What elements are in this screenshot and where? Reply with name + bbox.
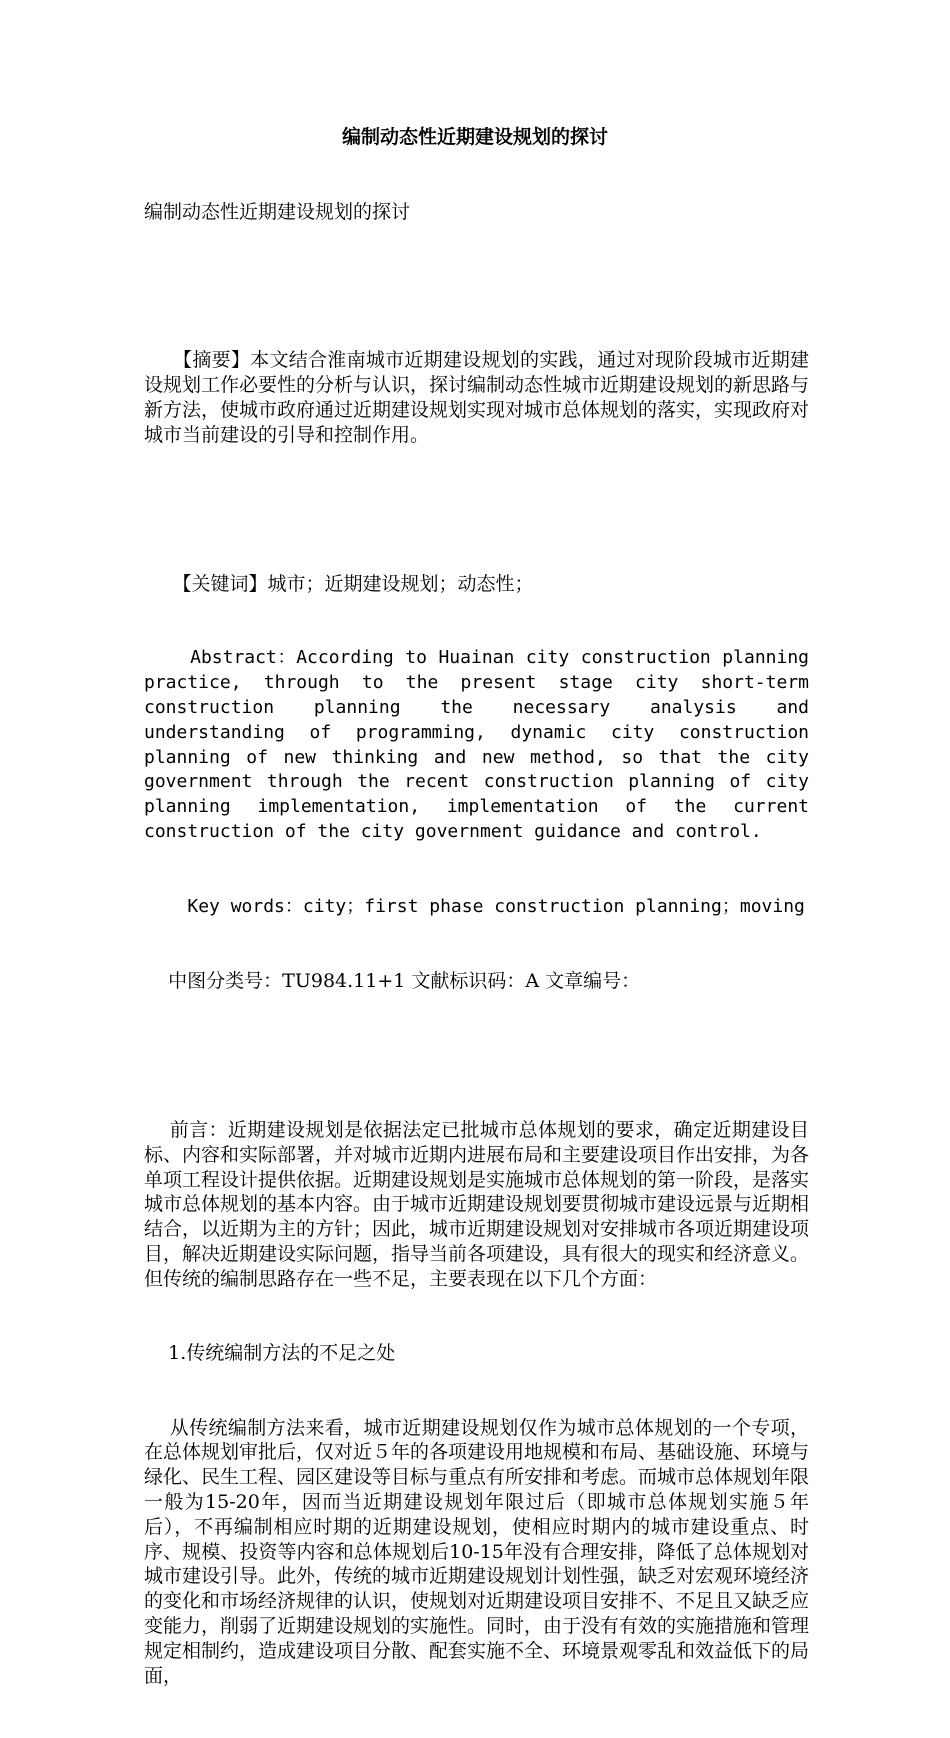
abstract-en: Abstract：According to Huainan city construction planning practice, through to the present stage city short-term construction planning the necessary analysis and understanding of programming, dynamic city construction planning of new thinking and new method, so that the city government through the recent construction planning of city planning implementation, implementation of the current construction of the city government guidance and control.: [144, 646, 820, 843]
abstract-cn: 【摘要】本文结合淮南城市近期建设规划的实践，通过对现阶段城市近期建设规划工作必要性的分析与认识，探讨编制动态性城市近期建设规划的新思路与新方法，使城市政府通过近期建设规划实现对城市总体规划的落实，实现政府对城市当前建设的引导和控制作用。: [144, 349, 810, 446]
document-title: 编制动态性近期建设规划的探讨: [341, 126, 608, 148]
keywords-en: Key words：city；first phase construction planning；moving: [144, 895, 805, 917]
document-body: [144, 150, 820, 1738]
blank-line: [144, 497, 809, 522]
preface-paragraph: 前言：近期建设规划是依据法定已批城市总体规划的要求，确定近期建设目标、内容和实际部署，并对城市近期内进展布局和主要建设项目作出安排，为各单项工程设计提供依据。近期建设规划是实施城市总体规划的第一阶段，是落实城市总体规划的基本内容。由于城市近期建设规划要贯彻城市建设远景与近期相结合，以近期为主的方针；因此，城市近期建设规划对安排城市各项近期建设项目，解决近期建设实际问题，指导当前各项建设，具有很大的现实和经济意义。但传统的编制思路存在一些不足，主要表现在以下几个方面：: [144, 1119, 810, 1290]
blank-line: [144, 274, 809, 299]
blank-line: [144, 1044, 809, 1069]
keywords-cn: 【关键词】城市；近期建设规划；动态性；: [144, 572, 534, 595]
section-paragraph: 从传统编制方法来看，城市近期建设规划仅作为城市总体规划的一个专项，在总体规划审批后，仅对近５年的各项建设用地规模和布局、基础设施、环境与绿化、民生工程、园区建设等目标与重点有所安排和考虑。而城市总体规划年限一般为15-20年，因而当近期建设规划年限过后（即城市总体规划实施５年后），不再编制相应时期的近期建设规划，使相应时期内的城市建设重点、时序、规模、投资等内容和总体规划后10-15年没有合理安排，降低了总体规划对城市建设引导。此外，传统的城市近期建设规划计划性强，缺乏对宏观环境经济的变化和市场经济规律的认识，使规划对近期建设项目安排不、不足且又缺乏应变能力，削弱了近期建设规划的实施性。同时，由于没有有效的实施措施和管理规定相制约，造成建设项目分散、配套实施不全、环境景观零乱和效益低下的局面，: [144, 1416, 810, 1687]
section-heading: 1.传统编制方法的不足之处: [144, 1342, 396, 1365]
document-subtitle: 编制动态性近期建设规划的探讨: [144, 200, 411, 223]
classification-line: 中图分类号：TU984.11+1 文献标识码：A 文章编号：: [144, 970, 641, 993]
